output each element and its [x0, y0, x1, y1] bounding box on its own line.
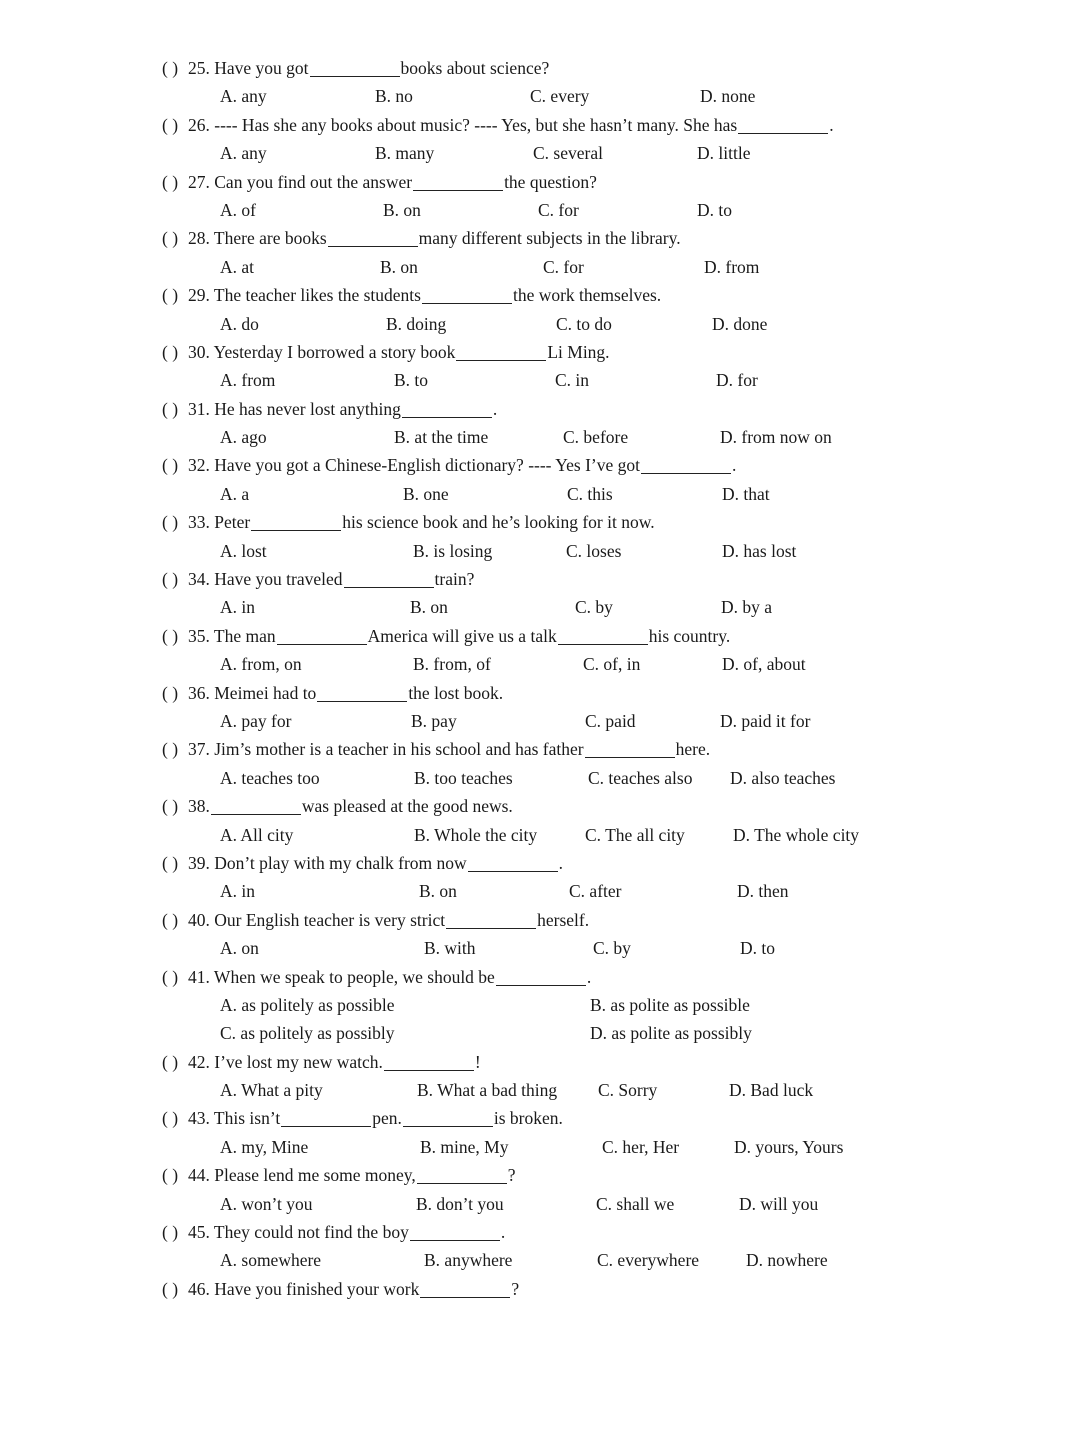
- answer-blank: [403, 1109, 493, 1128]
- answer-bracket[interactable]: ( ): [162, 341, 179, 362]
- option-choice: C. after: [569, 881, 622, 902]
- option-choice: B. is losing: [413, 540, 493, 561]
- option-choice: D. from: [704, 256, 760, 277]
- option-choice: D. will you: [739, 1193, 819, 1214]
- option-choice: A. on: [220, 938, 259, 959]
- options-row: [0, 139, 1080, 167]
- option-choice: C. before: [563, 427, 629, 448]
- question-text: [188, 679, 503, 707]
- option-choice: D. little: [697, 143, 751, 164]
- answer-bracket[interactable]: ( ): [162, 625, 179, 646]
- question-fragment: books about science?: [400, 58, 550, 78]
- option-choice: A. ago: [220, 427, 267, 448]
- option-choice: B. mine, My: [420, 1136, 509, 1157]
- option-choice: B. on: [383, 199, 421, 220]
- question-fragment: 27. Can you find out the answer: [188, 171, 413, 192]
- answer-bracket[interactable]: ( ): [162, 114, 179, 135]
- question-fragment: 29. The teacher likes the students: [188, 285, 421, 306]
- option-choice: D. paid it for: [720, 710, 811, 731]
- question-text: [188, 1104, 563, 1132]
- option-choice: A. All city: [220, 824, 294, 845]
- question-fragment: 30. Yesterday I borrowed a story book: [188, 341, 456, 362]
- answer-bracket[interactable]: ( ): [162, 966, 179, 987]
- answer-blank: [413, 172, 503, 191]
- question-text: [188, 1161, 516, 1189]
- question-fragment: the question?: [504, 171, 597, 192]
- options-row: [0, 650, 1080, 678]
- question-fragment: 41. When we speak to people, we should be: [188, 966, 495, 987]
- answer-blank: [738, 115, 828, 134]
- option-choice: C. several: [533, 143, 603, 164]
- question-line: [0, 963, 1080, 991]
- question-fragment: 25. Have you got: [188, 58, 309, 78]
- option-choice: C. everywhere: [597, 1250, 700, 1271]
- answer-bracket[interactable]: ( ): [162, 1222, 179, 1243]
- answer-bracket[interactable]: ( ): [162, 398, 179, 419]
- answer-blank: [585, 740, 675, 759]
- question-fragment: 26. ---- Has she any books about music? ---- Yes, but she hasn’t many. She has: [188, 114, 738, 135]
- answer-blank: [251, 513, 341, 532]
- question-text: [188, 395, 497, 423]
- question-fragment: .: [558, 852, 564, 873]
- question-fragment: .: [829, 114, 834, 135]
- answer-blank: [384, 1052, 474, 1071]
- option-choice: B. with: [424, 938, 476, 959]
- option-choice: A. a: [220, 483, 250, 504]
- question-line: [0, 508, 1080, 536]
- option-choice: D. that: [722, 483, 770, 504]
- question-fragment: Li Ming.: [547, 341, 610, 362]
- question-fragment: 43. This isn’t: [188, 1108, 281, 1129]
- options-row: [0, 821, 1080, 849]
- answer-bracket[interactable]: ( ): [162, 1165, 179, 1186]
- option-choice: B. at the time: [394, 427, 489, 448]
- answer-bracket[interactable]: ( ): [162, 909, 179, 930]
- options-row: [0, 423, 1080, 451]
- answer-blank: [344, 570, 434, 589]
- option-choice: C. in: [555, 370, 590, 391]
- question-line: [0, 168, 1080, 196]
- answer-blank: [328, 229, 418, 248]
- question-text: [188, 849, 563, 877]
- question-text: [188, 54, 549, 82]
- answer-blank: [558, 626, 648, 645]
- answer-blank: [402, 399, 492, 418]
- answer-bracket[interactable]: ( ): [162, 1278, 179, 1299]
- option-choice: D. by a: [721, 597, 773, 618]
- option-choice: D. also teaches: [730, 767, 836, 788]
- options-row: [0, 877, 1080, 905]
- option-choice: A. of: [220, 199, 256, 220]
- options-row: [0, 593, 1080, 621]
- option-choice: A. lost: [220, 540, 267, 561]
- question-fragment: is broken.: [493, 1108, 563, 1129]
- answer-blank: [277, 626, 367, 645]
- option-choice: C. of, in: [583, 654, 641, 675]
- option-choice: C. Sorry: [598, 1080, 658, 1101]
- question-fragment: 32. Have you got a Chinese-English dictionary? ---- Yes I’ve got: [188, 455, 640, 476]
- answer-bracket[interactable]: ( ): [162, 58, 179, 78]
- option-choice: A. What a pity: [220, 1080, 323, 1101]
- question-text: [188, 622, 730, 650]
- option-choice: A. any: [220, 143, 267, 164]
- option-choice: C. by: [593, 938, 631, 959]
- question-fragment: the lost book.: [408, 682, 504, 703]
- question-fragment: here.: [675, 739, 711, 760]
- question-fragment: 45. They could not find the boy: [188, 1222, 409, 1243]
- question-line: [0, 622, 1080, 650]
- question-fragment: train?: [434, 569, 475, 590]
- question-line: [0, 1048, 1080, 1076]
- option-choice: B. Whole the city: [414, 824, 538, 845]
- option-choice: C. paid: [585, 710, 636, 731]
- answer-bracket[interactable]: ( ): [162, 569, 179, 590]
- option-choice: B. to: [394, 370, 429, 391]
- question-fragment: 37. Jim’s mother is a teacher in his school and has father: [188, 739, 584, 760]
- question-text: [188, 338, 610, 366]
- answer-blank: [317, 683, 407, 702]
- option-choice: B. no: [375, 86, 413, 107]
- answer-blank: [211, 797, 301, 816]
- option-choice: D. to: [697, 199, 732, 220]
- options-row: [0, 82, 1080, 110]
- question-fragment: .: [586, 966, 592, 987]
- options-row: [0, 1076, 1080, 1104]
- answer-bracket[interactable]: ( ): [162, 171, 179, 192]
- option-choice: B. on: [380, 256, 418, 277]
- question-fragment: 39. Don’t play with my chalk from now: [188, 852, 467, 873]
- options-row: [0, 764, 1080, 792]
- question-fragment: 40. Our English teacher is very strict: [188, 909, 446, 930]
- question-text: [188, 111, 834, 139]
- option-choice: D. done: [712, 313, 768, 334]
- question-fragment: 46. Have you finished your work: [188, 1278, 420, 1299]
- option-choice: C. her, Her: [602, 1136, 680, 1157]
- option-choice: C. for: [543, 256, 584, 277]
- answer-bracket[interactable]: ( ): [162, 1051, 179, 1072]
- option-choice: D. then: [737, 881, 789, 902]
- question-fragment: .: [492, 398, 498, 419]
- option-choice: D. Bad luck: [729, 1080, 814, 1101]
- question-line: [0, 565, 1080, 593]
- question-line: [0, 451, 1080, 479]
- option-choice: C. shall we: [596, 1193, 675, 1214]
- option-choice: C. The all city: [585, 824, 685, 845]
- question-text: [188, 1218, 505, 1246]
- options-row: [0, 253, 1080, 281]
- option-choice: C. by: [575, 597, 613, 618]
- option-choice: B. one: [403, 483, 449, 504]
- option-choice: B. as polite as possible: [590, 994, 750, 1015]
- option-choice: B. from, of: [413, 654, 491, 675]
- question-fragment: was pleased at the good news.: [301, 796, 513, 817]
- option-choice: A. from, on: [220, 654, 302, 675]
- options-row: [0, 366, 1080, 394]
- option-choice: A. in: [220, 881, 255, 902]
- question-fragment: 44. Please lend me some money,: [188, 1165, 416, 1186]
- question-fragment: .: [500, 1222, 506, 1243]
- question-line: [0, 849, 1080, 877]
- options-row: [0, 1246, 1080, 1274]
- answer-blank: [496, 967, 586, 986]
- question-line: [0, 1275, 1080, 1303]
- answer-blank: [468, 853, 558, 872]
- question-line: [0, 224, 1080, 252]
- question-text: [188, 792, 513, 820]
- option-choice: B. anywhere: [424, 1250, 513, 1271]
- question-line: [0, 338, 1080, 366]
- question-text: [188, 1275, 519, 1303]
- question-text: [188, 224, 681, 252]
- options-row: [0, 991, 1080, 1019]
- options-row: [0, 1133, 1080, 1161]
- question-fragment: ?: [511, 1278, 520, 1299]
- options-row: [0, 1190, 1080, 1218]
- option-choice: A. from: [220, 370, 276, 391]
- question-line: [0, 1218, 1080, 1246]
- answer-bracket[interactable]: ( ): [162, 228, 179, 249]
- question-line: [0, 281, 1080, 309]
- question-fragment: 28. There are books: [188, 228, 327, 249]
- question-line: [0, 111, 1080, 139]
- option-choice: C. teaches also: [588, 767, 693, 788]
- options-row: [0, 537, 1080, 565]
- answer-bracket[interactable]: ( ): [162, 512, 179, 533]
- question-text: [188, 451, 736, 479]
- option-choice: B. on: [410, 597, 448, 618]
- question-fragment: 33. Peter: [188, 512, 251, 533]
- question-text: [188, 565, 474, 593]
- question-fragment: ?: [507, 1165, 516, 1186]
- option-choice: D. The whole city: [733, 824, 860, 845]
- answer-bracket[interactable]: ( ): [162, 455, 179, 476]
- question-text: [188, 963, 591, 991]
- question-text: [188, 906, 589, 934]
- option-choice: A. do: [220, 313, 259, 334]
- option-choice: C. every: [530, 86, 590, 107]
- question-fragment: his science book and he’s looking for it now.: [342, 512, 655, 533]
- option-choice: A. at: [220, 256, 255, 277]
- options-row: [0, 934, 1080, 962]
- option-choice: A. as politely as possible: [220, 994, 395, 1015]
- question-fragment: America will give us a talk: [367, 625, 557, 646]
- answer-bracket[interactable]: ( ): [162, 1108, 179, 1129]
- question-text: [188, 168, 597, 196]
- question-text: [188, 1048, 481, 1076]
- answer-bracket[interactable]: ( ): [162, 682, 179, 703]
- question-line: [0, 1104, 1080, 1132]
- question-fragment: herself.: [537, 909, 590, 930]
- option-choice: B. too teaches: [414, 767, 513, 788]
- question-fragment: .: [731, 455, 737, 476]
- question-line: [0, 395, 1080, 423]
- options-row: [0, 480, 1080, 508]
- question-fragment: his country.: [648, 625, 731, 646]
- question-fragment: 38.: [188, 796, 210, 817]
- option-choice: D. yours, Yours: [734, 1136, 844, 1157]
- question-line: [0, 792, 1080, 820]
- option-choice: A. my, Mine: [220, 1136, 309, 1157]
- question-text: [188, 735, 710, 763]
- answer-blank: [422, 286, 512, 305]
- question-fragment: 42. I’ve lost my new watch.: [188, 1051, 383, 1072]
- question-line: [0, 906, 1080, 934]
- option-choice: A. in: [220, 597, 255, 618]
- answer-blank: [456, 342, 546, 361]
- option-choice: A. pay for: [220, 710, 292, 731]
- option-choice: B. many: [375, 143, 435, 164]
- answer-blank: [641, 456, 731, 475]
- option-choice: C. this: [567, 483, 613, 504]
- question-line: [0, 1161, 1080, 1189]
- question-line: [0, 679, 1080, 707]
- option-choice: A. any: [220, 86, 267, 107]
- question-text: [188, 508, 655, 536]
- question-fragment: the work themselves.: [512, 285, 662, 306]
- option-choice: A. teaches too: [220, 767, 320, 788]
- answer-bracket[interactable]: ( ): [162, 285, 179, 306]
- question-fragment: !: [474, 1051, 481, 1072]
- answer-bracket[interactable]: ( ): [162, 739, 179, 760]
- option-choice: C. to do: [556, 313, 612, 334]
- option-choice: B. on: [419, 881, 457, 902]
- option-choice: A. somewhere: [220, 1250, 322, 1271]
- options-row: [0, 310, 1080, 338]
- question-line: [0, 54, 1080, 82]
- question-fragment: pen.: [372, 1108, 402, 1129]
- option-choice: C. for: [538, 199, 579, 220]
- answer-blank: [420, 1279, 510, 1298]
- question-fragment: 34. Have you traveled: [188, 569, 343, 590]
- question-text: [188, 281, 661, 309]
- option-choice: D. has lost: [722, 540, 797, 561]
- worksheet: [0, 54, 1080, 1303]
- answer-blank: [281, 1109, 371, 1128]
- question-fragment: 35. The man: [188, 625, 276, 646]
- answer-blank: [446, 910, 536, 929]
- question-fragment: 31. He has never lost anything: [188, 398, 401, 419]
- option-choice: D. from now on: [720, 427, 832, 448]
- question-fragment: 36. Meimei had to: [188, 682, 317, 703]
- answer-blank: [410, 1223, 500, 1242]
- option-choice: B. don’t you: [416, 1193, 504, 1214]
- answer-blank: [310, 59, 400, 78]
- option-choice: C. loses: [566, 540, 622, 561]
- options-row: [0, 1019, 1080, 1047]
- options-row: [0, 707, 1080, 735]
- answer-bracket[interactable]: ( ): [162, 852, 179, 873]
- question-line: [0, 735, 1080, 763]
- option-choice: D. as polite as possibly: [590, 1023, 752, 1044]
- question-fragment: many different subjects in the library.: [418, 228, 681, 249]
- option-choice: D. for: [716, 370, 758, 391]
- option-choice: C. as politely as possibly: [220, 1023, 395, 1044]
- option-choice: D. none: [700, 86, 756, 107]
- option-choice: A. won’t you: [220, 1193, 313, 1214]
- option-choice: B. What a bad thing: [417, 1080, 558, 1101]
- option-choice: D. to: [740, 938, 775, 959]
- answer-blank: [417, 1166, 507, 1185]
- option-choice: B. doing: [386, 313, 447, 334]
- answer-bracket[interactable]: ( ): [162, 796, 179, 817]
- options-row: [0, 196, 1080, 224]
- option-choice: D. nowhere: [746, 1250, 828, 1271]
- option-choice: B. pay: [411, 710, 457, 731]
- option-choice: D. of, about: [722, 654, 806, 675]
